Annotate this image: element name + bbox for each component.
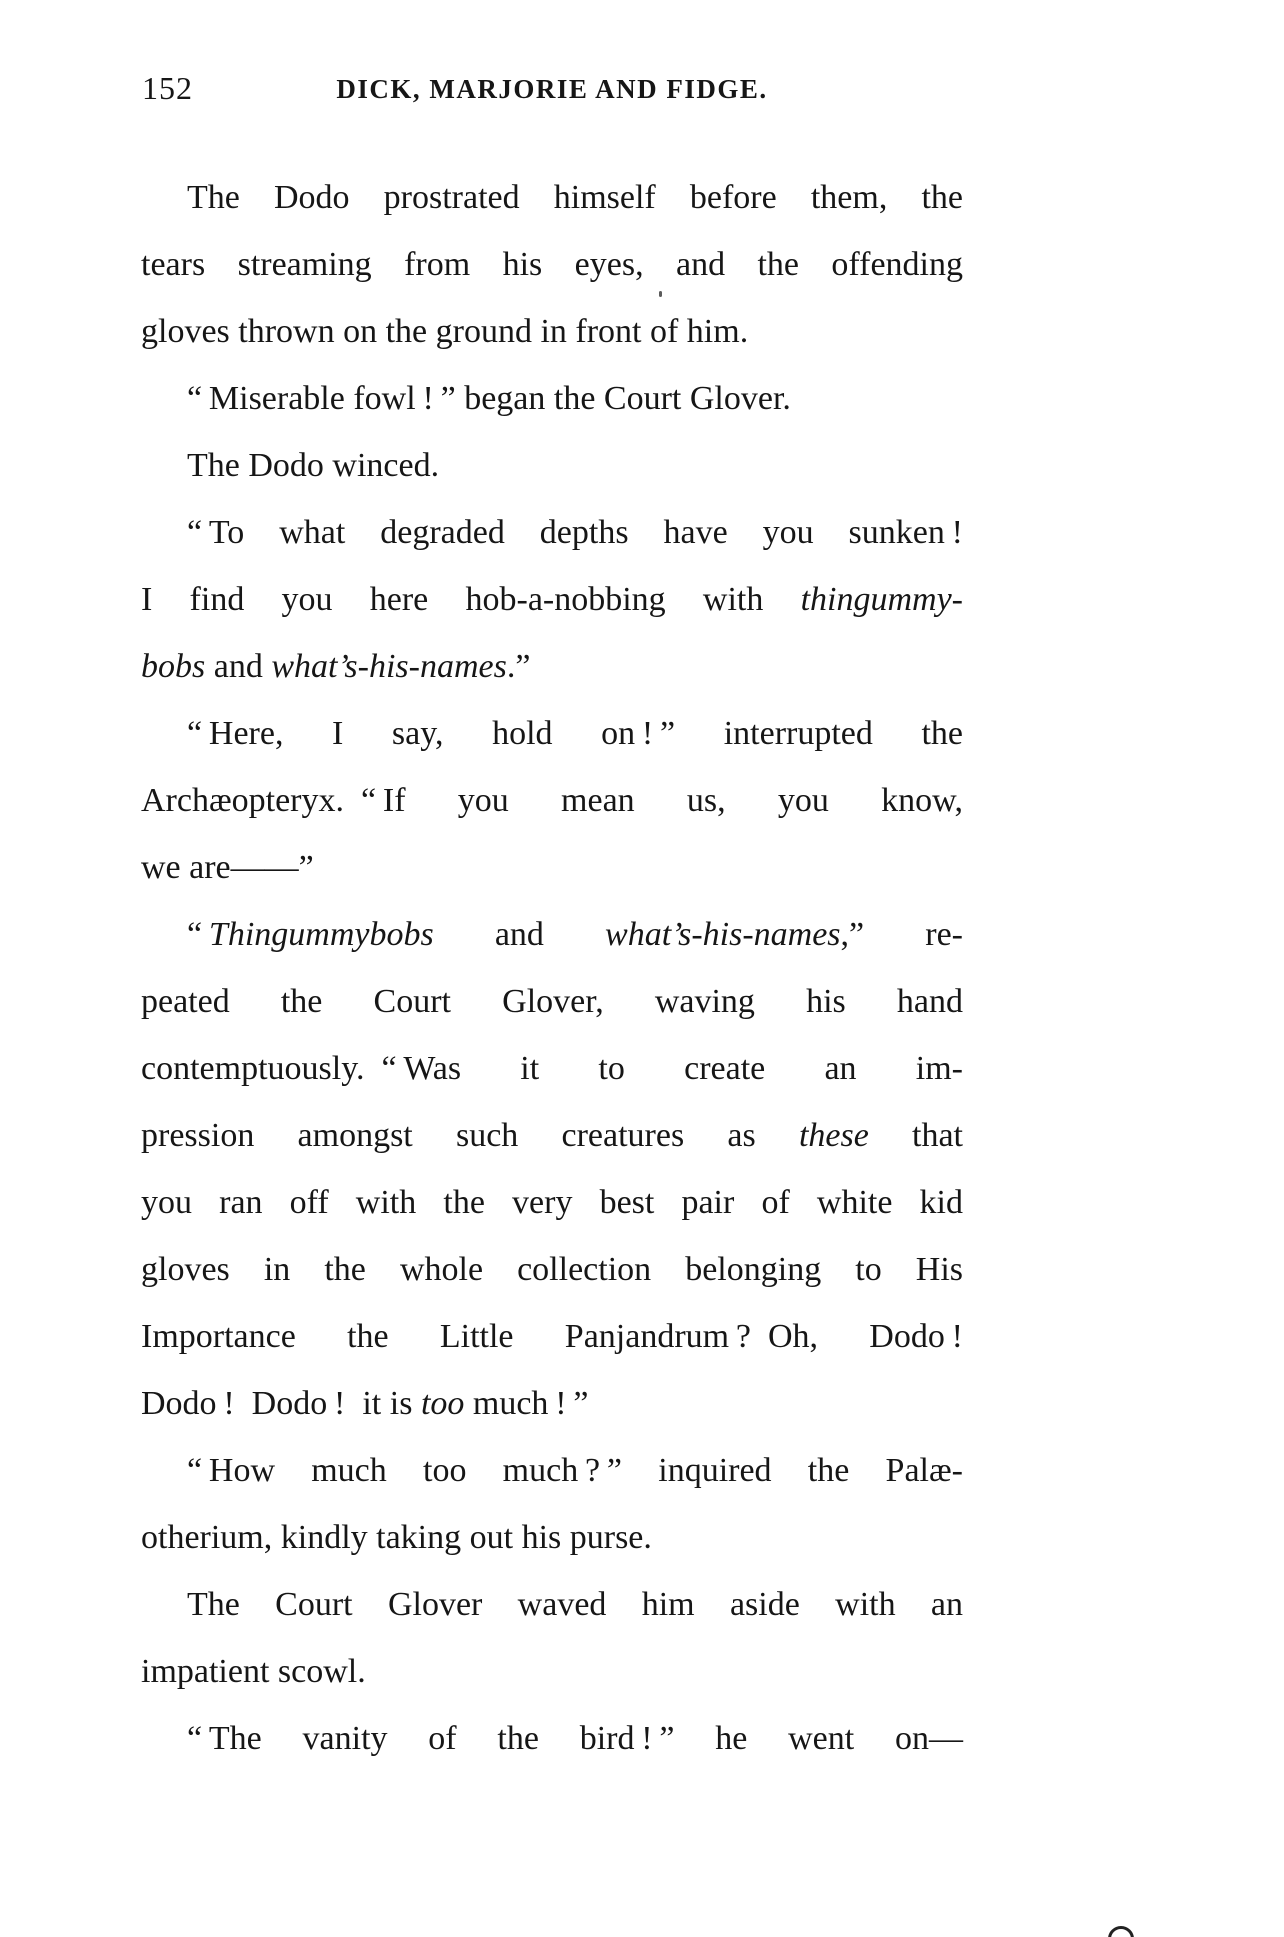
text-segment: ,” re- [840, 916, 963, 953]
text-line [141, 1102, 963, 1169]
italic-text-segment: bobs [141, 648, 206, 685]
partial-glyph [1108, 1926, 1134, 1937]
text-segment: The Dodo prostrated himself before them, the [187, 179, 963, 216]
text-segment: that [868, 1117, 963, 1154]
text-line [141, 1437, 963, 1504]
text-segment: “ [187, 916, 209, 953]
text-segment: peated the Court Glover, waving his hand [141, 983, 963, 1020]
page-number: 152 [142, 70, 193, 106]
italic-text-segment: these [798, 1117, 869, 1154]
text-line [141, 1504, 963, 1571]
body-text [141, 164, 963, 1772]
running-title: DICK, MARJORIE AND FIDGE. [336, 74, 768, 104]
text-line [141, 499, 963, 566]
text-line [141, 164, 963, 231]
text-segment: Archæopteryx. “ If you mean us, you know, [141, 782, 963, 819]
paragraph [141, 1705, 963, 1772]
text-segment: “ Here, I say, hold on ! ” interrupted the [187, 715, 963, 752]
italic-text-segment: too [420, 1385, 465, 1422]
text-segment: Dodo ! Dodo ! it is [141, 1385, 421, 1422]
text-segment: “ The vanity of the bird ! ” he went on— [187, 1720, 963, 1757]
text-line [141, 298, 963, 365]
text-segment: The Dodo winced. [187, 447, 440, 484]
text-line [141, 901, 963, 968]
text-segment: pression amongst such creatures as [141, 1117, 799, 1154]
paragraph [141, 164, 963, 365]
text-line [141, 1370, 963, 1437]
text-line [141, 968, 963, 1035]
paragraph [141, 365, 963, 432]
paragraph [141, 1437, 963, 1571]
text-line [141, 365, 963, 432]
text-line [141, 633, 963, 700]
text-line [141, 1638, 963, 1705]
text-line [141, 1705, 963, 1772]
text-segment: gloves in the whole collection belonging to His [141, 1251, 963, 1288]
text-line [141, 1236, 963, 1303]
text-segment: and [433, 916, 606, 953]
text-line [141, 1169, 963, 1236]
text-segment: “ Miserable fowl ! ” began the Court Glover. [187, 380, 791, 417]
text-segment: we are——” [141, 849, 314, 886]
text-segment: much ! ” [464, 1385, 589, 1422]
text-segment: gloves thrown on the ground in front of him. [141, 313, 749, 350]
text-segment: .” [506, 648, 531, 685]
text-line [141, 1303, 963, 1370]
italic-text-segment: what’s-his-names [605, 916, 841, 953]
text-segment: and [205, 648, 272, 685]
page-header [142, 68, 962, 114]
paragraph [141, 901, 963, 1437]
text-line [141, 1571, 963, 1638]
paragraph [141, 432, 963, 499]
text-segment: you ran off with the very best pair of white kid [141, 1184, 963, 1221]
text-line [141, 1035, 963, 1102]
text-line [141, 700, 963, 767]
text-segment: otherium, kindly taking out his purse. [141, 1519, 652, 1556]
text-line [141, 432, 963, 499]
text-segment: Importance the Little Panjandrum ? Oh, Dodo ! [141, 1318, 963, 1355]
text-line [141, 834, 963, 901]
italic-text-segment: what’s-his-names [271, 648, 507, 685]
paragraph [141, 1571, 963, 1705]
paragraph [141, 499, 963, 700]
italic-text-segment: Thingummybobs [208, 916, 434, 953]
text-segment: contemptuously. “ Was it to create an im- [141, 1050, 963, 1087]
italic-text-segment: thingummy- [800, 581, 963, 618]
text-line [141, 231, 963, 298]
text-line [141, 767, 963, 834]
text-segment: The Court Glover waved him aside with an [187, 1586, 963, 1623]
text-segment: tears streaming from his eyes, and the offending [141, 246, 963, 283]
paragraph [141, 700, 963, 901]
text-segment: I find you here hob-a-nobbing with [141, 581, 801, 618]
text-segment: “ To what degraded depths have you sunken ! [187, 514, 963, 551]
text-segment: impatient scowl. [141, 1653, 366, 1690]
text-segment: “ How much too much ? ” inquired the Palæ- [187, 1452, 963, 1489]
scan-speck [659, 291, 662, 297]
text-line [141, 566, 963, 633]
